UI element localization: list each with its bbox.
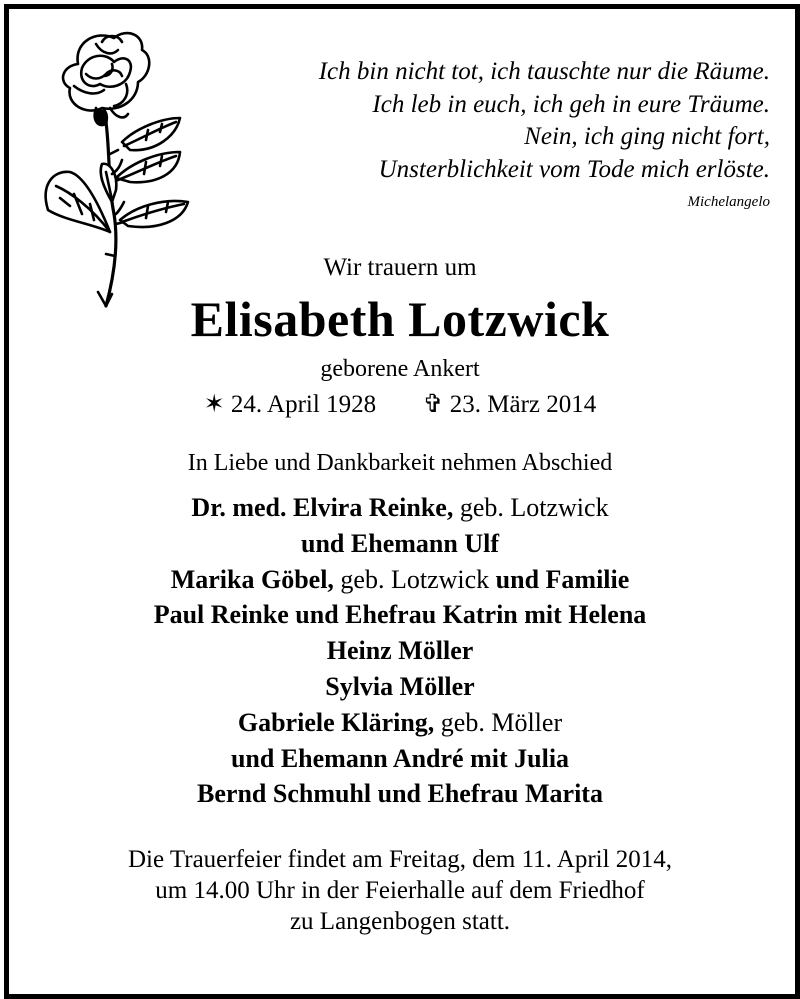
deceased-name: Elisabeth Lotzwick xyxy=(190,291,610,347)
mourner-line: und Ehemann Ulf xyxy=(301,528,499,558)
service-line: um 14.00 Uhr in der Feierhalle auf dem Friedhof xyxy=(155,877,645,904)
death-date: 23. März 2014 xyxy=(449,391,597,418)
service-line: zu Langenbogen statt. xyxy=(289,908,511,935)
intro-text: Wir trauern um xyxy=(323,254,477,281)
mourner-line: Marika Göbel, geb. Lotzwick und Familie xyxy=(170,564,630,594)
birth-star-icon: ✶ xyxy=(203,391,225,418)
farewell-text: In Liebe und Dankbarkeit nehmen Abschied xyxy=(187,450,613,476)
poem-line: Unsterblichkeit vom Tode mich erlöste. xyxy=(378,155,770,183)
poem-author: Michelangelo xyxy=(687,194,770,210)
mourner-line: und Ehemann André mit Julia xyxy=(230,743,570,773)
mourner-line: Gabriele Kläring, geb. Möller xyxy=(237,707,563,737)
service-line: Die Trauerfeier findet am Freitag, dem 11. April 2014, xyxy=(127,846,673,873)
maiden-name: geborene Ankert xyxy=(320,356,480,382)
mourner-line: Dr. med. Elvira Reinke, geb. Lotzwick xyxy=(191,493,609,522)
poem-line: Nein, ich ging nicht fort, xyxy=(524,123,770,150)
funeral-service-info xyxy=(0,844,800,937)
mourners-list xyxy=(0,490,800,812)
poem-line: Ich leb in euch, ich geh in eure Träume. xyxy=(372,90,770,118)
mourner-line: Paul Reinke und Ehefrau Katrin mit Helena xyxy=(153,600,647,630)
birth-date: 24. April 1928 xyxy=(230,391,377,418)
mourner-line: Heinz Möller xyxy=(326,636,474,666)
life-dates xyxy=(0,389,800,419)
death-cross-icon: ✞ xyxy=(422,391,444,418)
mourner-line: Sylvia Möller xyxy=(325,671,475,701)
poem xyxy=(319,56,770,212)
poem-line: Ich bin nicht tot, ich tauschte nur die Räume. xyxy=(318,58,770,85)
mourner-line: Bernd Schmuhl und Ehefrau Marita xyxy=(197,779,603,809)
